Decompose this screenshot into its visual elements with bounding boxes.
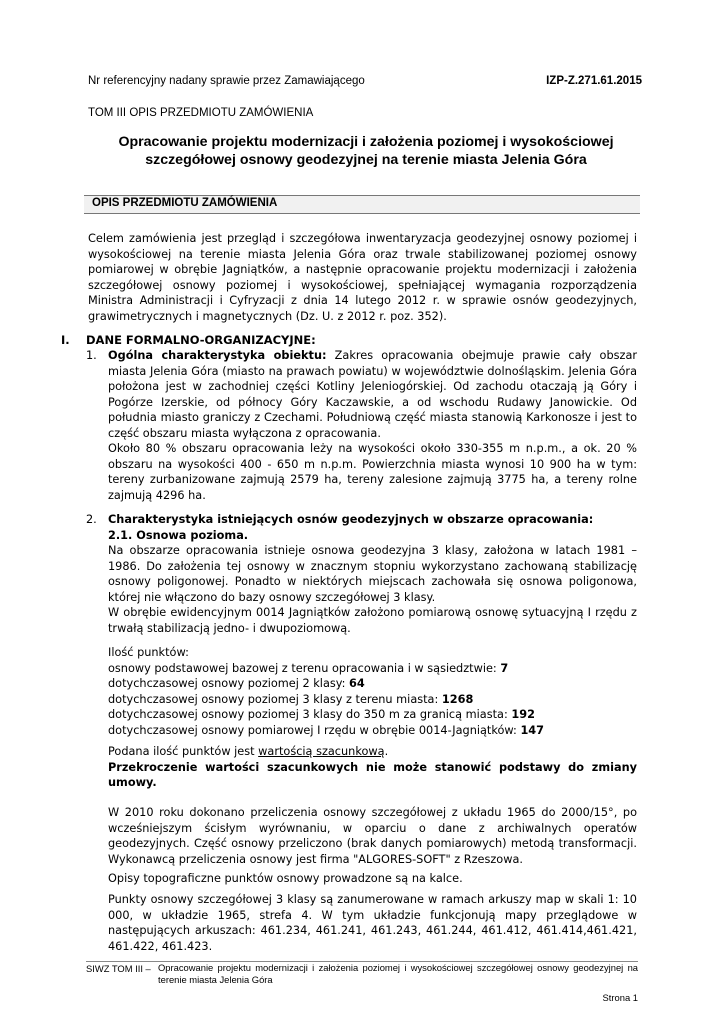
item-1-number: 1. bbox=[86, 349, 97, 362]
item-2-text-2: W obrębie ewidencyjnym 0014 Jagniątków założono pomiarową osnowę sytuacyjną I rzędu z trwałą stabilizacją jedno- i dwupoziomową. bbox=[108, 606, 637, 635]
estimate-note bbox=[108, 744, 637, 791]
count-value: 192 bbox=[511, 708, 535, 722]
intro-paragraph: Celem zamówienia jest przegląd i szczegółowa inwentaryzacja geodezyjnej osnowy poziomej i wysokościowej na terenie miasta Jelenia Góra oraz trwale stabilizowanej poziomej osnowy pomiarowej w obrębie Jagniątków, a następnie opracowanie projektu modernizacji i założenia szczegółowej osnowy poziomej i wysokościowej, spełniającej wymagania rozporządzenia Ministra Administracji i Cyfryzacji z dnia 14 lutego 2012 r. w sprawie osnów geodezyjnych, grawimetrycznych i magnetycznych (Dz. U. z 2012 r. poz. 352). bbox=[88, 232, 637, 323]
count-label: dotychczasowej osnowy poziomej 3 klasy z terenu miasta: bbox=[108, 692, 442, 706]
page-number: Strona 1 bbox=[602, 992, 638, 1003]
note-prefix: Podana ilość punktów jest bbox=[108, 745, 259, 758]
point-counts-label: Ilość punktów: bbox=[108, 646, 189, 659]
section-title: DANE FORMALNO-ORGANIZACYJNE: bbox=[86, 333, 316, 347]
estimate-note-line bbox=[108, 744, 637, 760]
volume-label: TOM III OPIS PRZEDMIOTU ZAMÓWIENIA bbox=[88, 107, 314, 119]
topographic-paragraph: Opisy topograficzne punktów osnowy prowadzone są na kalce. bbox=[108, 872, 463, 885]
section-band-label: OPIS PRZEDMIOTU ZAMÓWIENIA bbox=[92, 197, 278, 209]
count-label: dotychczasowej osnowy pomiarowej I rzędu w obrębie 0014-Jagniątków: bbox=[108, 723, 521, 737]
note-suffix: . bbox=[384, 745, 389, 758]
count-value: 64 bbox=[349, 677, 365, 691]
item-1-text: Zakres opracowania obejmuje prawie cały obszar miasta Jelenia Góra (miasto na prawach powiatu) w województwie dolnośląskim. Jelenia Góra położona jest w zachodniej części Kotliny Jeleniogórskiej. Od zachodu otaczają ją Góry i Pogórze Izerskie, od północy Góry Kaczawskie, a od wschodu Rudawy Janowickie. Od południa miasto graniczy z Czechami. Południową część miasta stanowią Karkonosze i jest to część obszaru miasta wyłączona z opracowania. bbox=[108, 349, 638, 440]
footer-text: Opracowanie projektu modernizacji i założenia poziomej i wysokościowej szczegółowej osnowy geodezyjnej na terenie miasta Jelenia Góra bbox=[158, 962, 638, 985]
count-row bbox=[108, 723, 637, 739]
count-row bbox=[108, 676, 637, 692]
estimate-warning: Przekroczenie wartości szacunkowych nie może stanowić podstawy do zmiany umowy. bbox=[108, 760, 637, 790]
item-2-subtitle: 2.1. Osnowa pozioma. bbox=[108, 528, 249, 542]
item-2-number: 2. bbox=[86, 513, 97, 526]
count-value: 147 bbox=[520, 723, 545, 737]
count-row bbox=[108, 707, 637, 723]
footer-prefix: SIWZ TOM III – bbox=[86, 963, 151, 974]
recalculation-paragraph: W 2010 roku dokonano przeliczenia osnowy szczegółowej z układu 1965 do 2000/15°, po wcześniejszym ścisłym wyrównaniu, w oparciu o dane z archiwalnych operatów geodezyjnych. Część osnowy przeliczono (brak danych pomiarowych) metodą transformacji. Wykonawcą przeliczenia osnowy jest firma "ALGORES-SOFT" z Rzeszowa. bbox=[108, 806, 637, 866]
item-1-lead: Ogólna charakterystyka obiektu: bbox=[108, 349, 327, 362]
item-1-paragraph bbox=[108, 348, 637, 442]
reference-label: Nr referencyjny nadany sprawie przez Zamawiającego bbox=[88, 75, 365, 87]
item-2-title: Charakterystyka istniejących osnów geodezyjnych w obszarze opracowania: bbox=[108, 513, 594, 526]
count-label: dotychczasowej osnowy poziomej 3 klasy do 350 m za granicą miasta: bbox=[108, 708, 512, 722]
item-1-paragraph-2: Około 80 % obszaru opracowania leży na wysokości około 330-355 m n.p.m., a ok. 20 % obszaru na wysokości 400 - 650 m n.p.m. Powierzchnia miasta wynosi 10 900 ha w tym: tereny zurbanizowane zajmują 2579 ha, tereny zalesione zajmują 3775 ha, a tereny rolne zajmują 4296 ha. bbox=[108, 442, 637, 502]
map-sheets-paragraph: Punkty osnowy szczegółowej 3 klasy są zanumerowane w ramach arkuszy map w skali 1: 10 000, w układzie 1965, strefa 4. W tym układzie funkcjonują mapy przeglądowe w następujących arkuszach: 461.234, 461.241, 461.243, 461.244, 461.412, 461.414,461.421, 461.422, 461.423. bbox=[108, 893, 637, 953]
item-2-text: Na obszarze opracowania istnieje osnowa geodezyjna 3 klasy, założona w latach 1981 – 1986. Do założenia tej osnowy w znacznym stopniu wykorzystano zachowaną stabilizację osnowy poligonowej. Ponadto w niektórych miejscach zachowała się osnowa poligonowa, której nie włączono do bazy osnowy szczegółowej 3 klasy. bbox=[108, 544, 637, 604]
reference-number: IZP-Z.271.61.2015 bbox=[546, 75, 642, 87]
count-row bbox=[108, 692, 637, 708]
count-value: 7 bbox=[500, 661, 509, 675]
item-2-heading bbox=[108, 512, 593, 543]
note-underlined: wartością szacunkową bbox=[258, 745, 385, 758]
count-value: 1268 bbox=[441, 692, 474, 706]
item-2-paragraph bbox=[108, 543, 637, 637]
section-band bbox=[84, 195, 640, 214]
section-number: I. bbox=[61, 333, 70, 347]
point-counts bbox=[108, 645, 637, 739]
count-label: osnowy podstawowej bazowej z terenu opracowania i w sąsiedztwie: bbox=[108, 661, 501, 675]
count-label: dotychczasowej osnowy poziomej 2 klasy: bbox=[108, 677, 350, 691]
count-row bbox=[108, 661, 637, 677]
document-title: Opracowanie projektu modernizacji i założenia poziomej i wysokościowej szczegółowej osnowy geodezyjnej na terenie miasta Jelenia Góra bbox=[118, 134, 614, 168]
